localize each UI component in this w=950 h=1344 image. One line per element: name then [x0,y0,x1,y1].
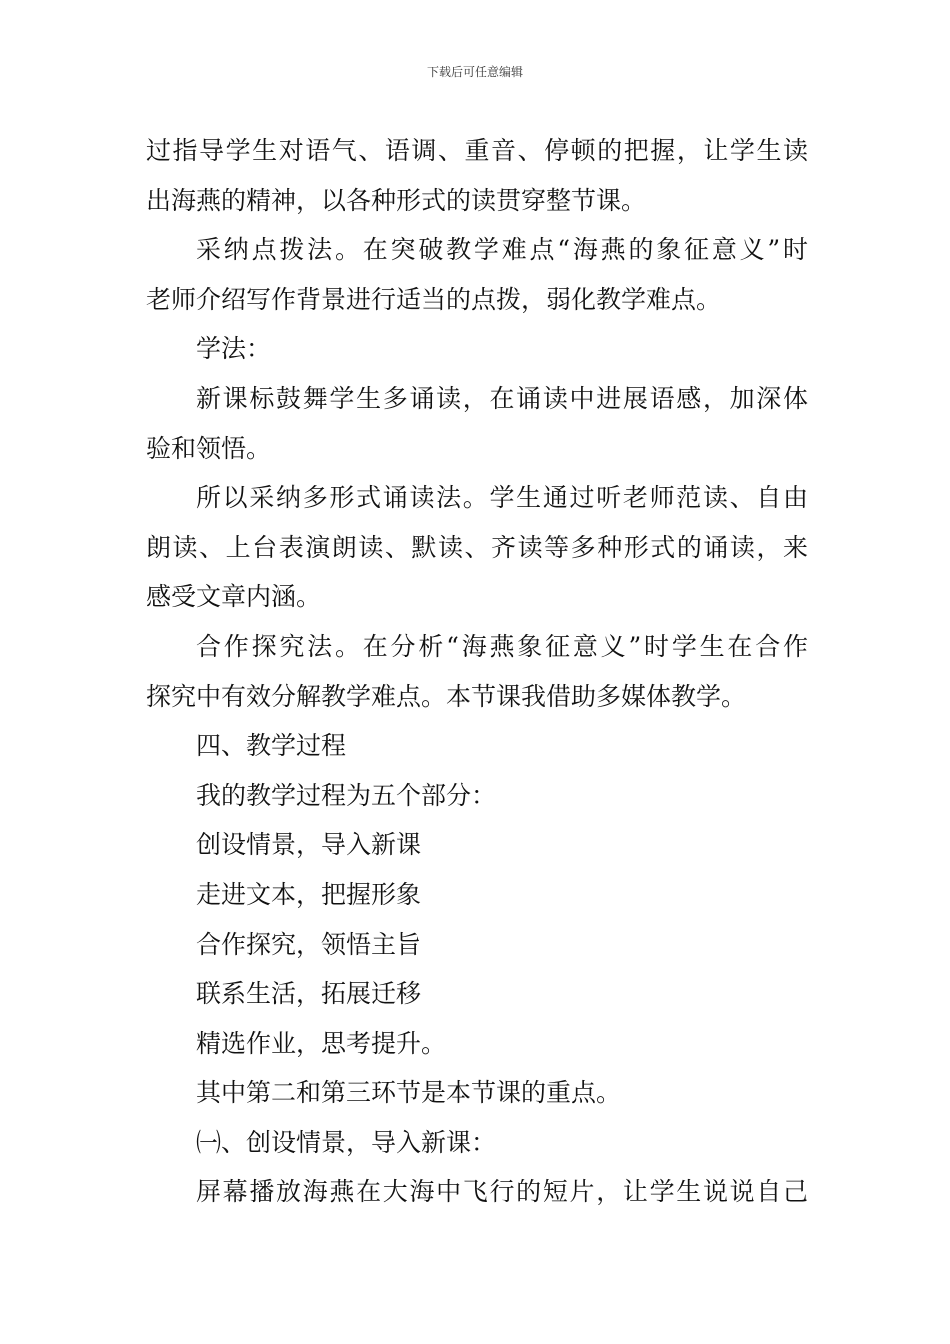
text-line: 验和领悟。 [146,433,272,463]
text-line: 学法： [196,334,272,364]
document-body [146,126,808,1217]
text-line: 精选作业，思考提升。 [196,1028,447,1058]
text-line: 联系生活，拓展迁移 [196,979,422,1009]
text-line: ㈠、创设情景，导入新课： [196,1127,497,1157]
text-line: 屏幕播放海燕在大海中飞行的短片，让学生说说自己 [196,1177,808,1207]
text-line: 采纳点拨法。在突破教学难点“海燕的象征意义”时 [196,235,808,265]
text-line: 我的教学过程为五个部分： [196,780,497,810]
text-line: 新课标鼓舞学生多诵读，在诵读中进展语感，加深体 [196,383,808,413]
text-line: 走进文本，把握形象 [196,879,422,909]
text-line: 感受文章内涵。 [146,582,322,612]
text-line: 过指导学生对语气、语调、重音、停顿的把握，让学生读 [146,136,808,165]
text-line: 合作探究，领悟主旨 [196,929,422,959]
text-line: 四、教学过程 [196,731,347,761]
text-line: 出海燕的精神，以各种形式的读贯穿整节课。 [146,185,647,215]
text-line: 创设情景，导入新课 [196,830,422,860]
page-header: 下载后可任意编辑 [426,65,523,79]
text-line: 老师介绍写作背景进行适当的点拨，弱化教学难点。 [146,284,722,314]
text-line: 其中第二和第三环节是本节课的重点。 [196,1078,622,1108]
text-line: 合作探究法。在分析“海燕象征意义”时学生在合作 [196,631,808,661]
text-line: 朗读、上台表演朗读、默读、齐读等多种形式的诵读，来 [146,532,808,562]
text-line: 探究中有效分解教学难点。本节课我借助多媒体教学。 [146,681,747,711]
text-line: 所以采纳多形式诵读法。学生通过听老师范读、自由 [196,483,808,513]
